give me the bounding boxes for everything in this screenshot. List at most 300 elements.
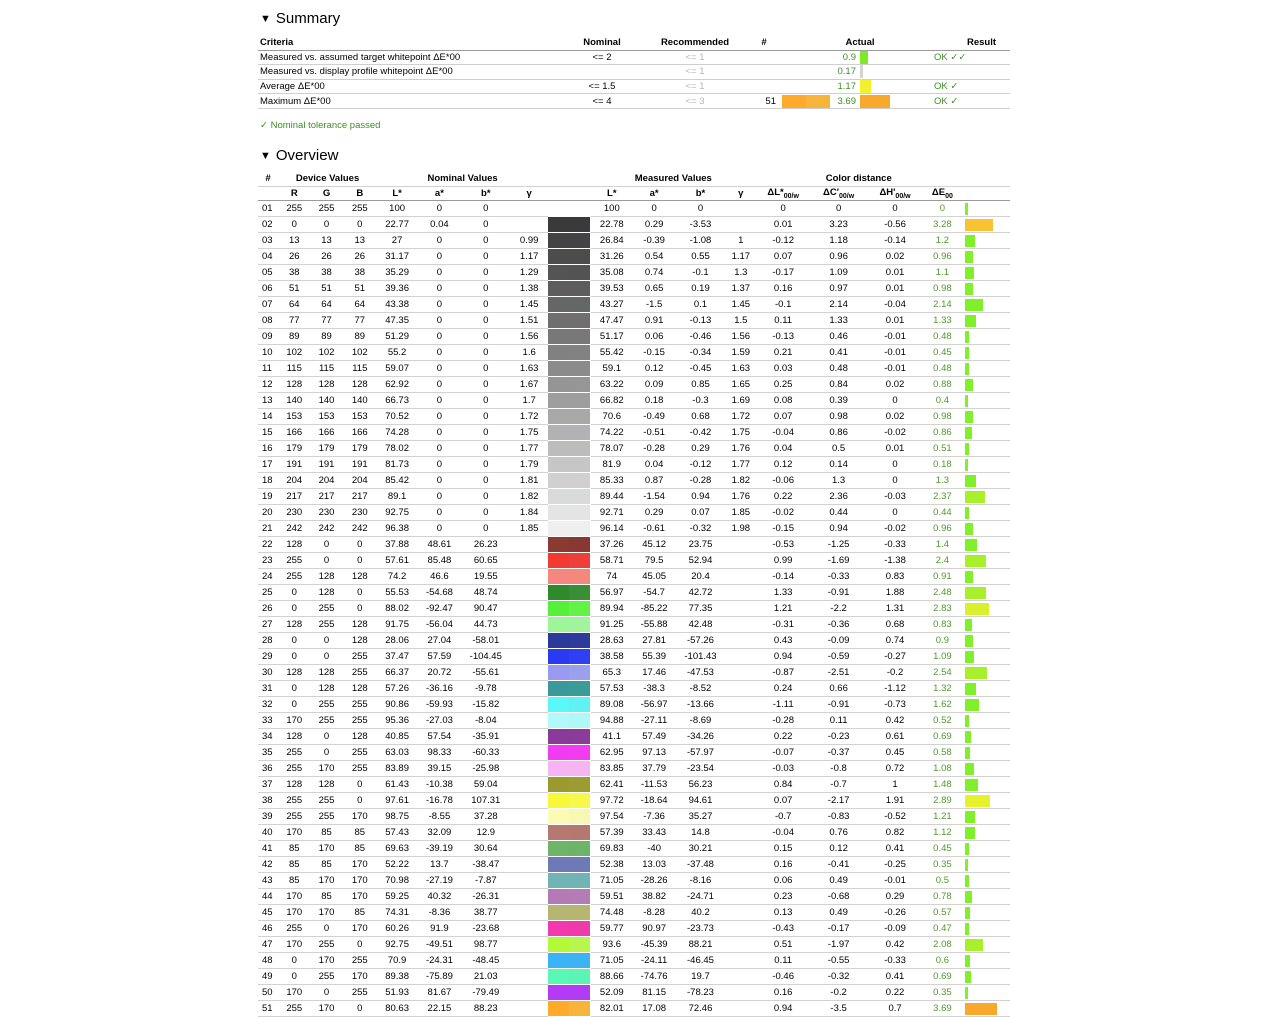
delta-e-bar-cell [962, 905, 1010, 921]
cell-b: 170 [343, 809, 377, 825]
cell-nb: 0 [462, 521, 510, 537]
nominal-color [548, 473, 569, 488]
nominal-color [548, 393, 569, 408]
cell-n: 09 [258, 329, 278, 345]
cell-nl: 89.1 [377, 489, 417, 505]
cell-dc: -2.2 [810, 601, 866, 617]
cell-dh: -0.56 [867, 217, 923, 233]
cell-nb: -26.31 [462, 889, 510, 905]
cell-na: -27.19 [417, 873, 461, 889]
cell-dl: -0.7 [756, 809, 810, 825]
summary-heading[interactable] [260, 10, 340, 27]
table-row [258, 601, 1010, 617]
result-header: Result [890, 36, 1010, 50]
cell-g: 255 [310, 601, 342, 617]
cell-dl: -0.17 [756, 265, 810, 281]
cell-ng [510, 633, 548, 649]
cell-dh: -0.02 [867, 425, 923, 441]
cell-ma: -0.61 [633, 521, 675, 537]
cell-dc: 0.44 [810, 505, 866, 521]
table-row [258, 329, 1010, 345]
cell-ng: 1.45 [510, 297, 548, 313]
color-swatch-cell [548, 953, 590, 969]
cell-r: 128 [278, 665, 310, 681]
delta-e-bar [965, 843, 969, 855]
cell-ml: 51.17 [591, 329, 633, 345]
patch-cell [782, 79, 830, 94]
cell-n: 24 [258, 569, 278, 585]
cell-r: 0 [278, 681, 310, 697]
cell-nl: 55.2 [377, 345, 417, 361]
cell-r: 85 [278, 857, 310, 873]
cell-ma: 45.05 [633, 569, 675, 585]
nominal-color [548, 281, 569, 296]
cell-ng [510, 601, 548, 617]
cell-dl: 0.94 [756, 649, 810, 665]
col-delta-l: $\Delta L*_{00/w}$ [756, 186, 810, 201]
count-cell [746, 50, 782, 65]
collapse-triangle-icon[interactable]: ▼ [260, 149, 271, 162]
cell-ng [510, 537, 548, 553]
cell-g: 0 [310, 985, 342, 1001]
table-row [258, 937, 1010, 953]
cell-b: 128 [343, 617, 377, 633]
delta-e-bar [965, 667, 987, 679]
cell-g: 85 [310, 889, 342, 905]
cell-dl: -0.04 [756, 425, 810, 441]
color-swatch-cell [548, 745, 590, 761]
measured-color [569, 601, 590, 616]
cell-mg [726, 985, 756, 1001]
cell-na: 57.59 [417, 649, 461, 665]
table-row [258, 921, 1010, 937]
cell-dc: -0.41 [810, 857, 866, 873]
cell-b: 0 [343, 601, 377, 617]
table-row [258, 297, 1010, 313]
cell-dh: 0.41 [867, 969, 923, 985]
color-swatch [548, 729, 590, 744]
delta-e-bar [965, 875, 969, 887]
cell-dl: 0.21 [756, 345, 810, 361]
cell-dl: 0.51 [756, 937, 810, 953]
cell-b: 170 [343, 969, 377, 985]
table-row [258, 953, 1010, 969]
cell-na: 0 [417, 505, 461, 521]
table-row [258, 473, 1010, 489]
delta-e-bar-cell [962, 1001, 1010, 1017]
cell-nl: 80.63 [377, 1001, 417, 1017]
cell-mg: 1.65 [726, 377, 756, 393]
delta-e-bar [965, 315, 976, 327]
cell-ml: 43.27 [591, 297, 633, 313]
cell-mb: -78.23 [675, 985, 725, 1001]
cell-g: 255 [310, 937, 342, 953]
cell-r: 0 [278, 633, 310, 649]
cell-mb: 0 [675, 201, 725, 217]
cell-dl: -0.02 [756, 505, 810, 521]
table-row [258, 969, 1010, 985]
col-nominal-gamma: γ [510, 186, 548, 201]
table-row [258, 713, 1010, 729]
cell-dc: 0.86 [810, 425, 866, 441]
cell-g: 128 [310, 377, 342, 393]
delta-e-bar-cell [962, 761, 1010, 777]
color-swatch-cell [548, 393, 590, 409]
cell-na: 0 [417, 329, 461, 345]
cell-g: 153 [310, 409, 342, 425]
cell-n: 11 [258, 361, 278, 377]
nominal-color [548, 761, 569, 776]
cell-ma: -38.3 [633, 681, 675, 697]
color-swatch [548, 857, 590, 872]
cell-r: 128 [278, 537, 310, 553]
color-swatch [548, 953, 590, 968]
cell-nl: 22.77 [377, 217, 417, 233]
measured-color [569, 681, 590, 696]
cell-dc: 0.48 [810, 361, 866, 377]
cell-dc: 0.11 [810, 713, 866, 729]
cell-ng: 1.84 [510, 505, 548, 521]
nominal-color [548, 953, 569, 968]
cell-nb: -48.45 [462, 953, 510, 969]
table-row [258, 889, 1010, 905]
cell-ng [510, 825, 548, 841]
cell-na: 0 [417, 249, 461, 265]
cell-ma: -11.53 [633, 777, 675, 793]
cell-dc: -2.17 [810, 793, 866, 809]
cell-mg [726, 681, 756, 697]
cell-ml: 41.1 [591, 729, 633, 745]
cell-g: 170 [310, 841, 342, 857]
summary-title: Summary [275, 10, 341, 27]
color-swatch [548, 425, 590, 440]
cell-dl: -0.14 [756, 569, 810, 585]
color-swatch-cell [548, 425, 590, 441]
delta-e-bar-cell [962, 505, 1010, 521]
delta-e-bar-cell [962, 969, 1010, 985]
nominal-color [548, 921, 569, 936]
cell-dl: 0.07 [756, 409, 810, 425]
cell-r: 166 [278, 425, 310, 441]
cell-ng [510, 793, 548, 809]
color-swatch-cell [548, 249, 590, 265]
cell-mg [726, 777, 756, 793]
color-swatch-cell [548, 713, 590, 729]
cell-nl: 74.31 [377, 905, 417, 921]
cell-dh: -1.12 [867, 681, 923, 697]
color-swatch-cell [548, 329, 590, 345]
cell-n: 10 [258, 345, 278, 361]
cell-mg: 1.98 [726, 521, 756, 537]
cell-dh: 0 [867, 201, 923, 217]
result-cell: OK ✓✓ [930, 50, 1010, 65]
measured-color [569, 585, 590, 600]
cell-dc: -0.33 [810, 569, 866, 585]
delta-e-bar [965, 539, 977, 551]
nominal-cell: <= 1.5 [560, 79, 644, 94]
cell-mb: -0.34 [675, 345, 725, 361]
cell-nb: -7.87 [462, 873, 510, 889]
cell-mb: -8.16 [675, 873, 725, 889]
delta-e-bar-cell [962, 281, 1010, 297]
color-swatch [548, 633, 590, 648]
cell-ma: 17.46 [633, 665, 675, 681]
nominal-header: Nominal [560, 36, 644, 50]
cell-nb: 0 [462, 201, 510, 217]
cell-ng [510, 777, 548, 793]
cell-r: 179 [278, 441, 310, 457]
cell-mg: 1.76 [726, 441, 756, 457]
table-row [258, 393, 1010, 409]
nominal-color [548, 697, 569, 712]
cell-n: 28 [258, 633, 278, 649]
cell-na: 81.67 [417, 985, 461, 1001]
cell-na: -8.55 [417, 809, 461, 825]
color-swatch-cell [548, 617, 590, 633]
table-row [258, 201, 1010, 217]
cell-ma: 0.18 [633, 393, 675, 409]
cell-ml: 55.42 [591, 345, 633, 361]
delta-e-bar [965, 523, 973, 535]
cell-dl: -0.53 [756, 537, 810, 553]
cell-de: 0.48 [923, 329, 961, 345]
cell-nb: 59.04 [462, 777, 510, 793]
cell-mg [726, 921, 756, 937]
color-swatch [548, 825, 590, 840]
color-swatch-cell [548, 857, 590, 873]
cell-mg [726, 809, 756, 825]
cell-g: 242 [310, 521, 342, 537]
cell-nb: 26.23 [462, 537, 510, 553]
nominal-color [548, 649, 569, 664]
cell-nb: -35.91 [462, 729, 510, 745]
cell-r: 0 [278, 585, 310, 601]
measured-color [569, 377, 590, 392]
cell-ng: 1.29 [510, 265, 548, 281]
cell-nb: 12.9 [462, 825, 510, 841]
cell-de: 0.69 [923, 969, 961, 985]
cell-de: 0.35 [923, 985, 961, 1001]
cell-g: 77 [310, 313, 342, 329]
cell-nl: 28.06 [377, 633, 417, 649]
cell-ml: 70.6 [591, 409, 633, 425]
cell-dl: -0.46 [756, 969, 810, 985]
measured-color [569, 905, 590, 920]
delta-e-bar [965, 683, 976, 695]
delta-e-bar [965, 763, 974, 775]
color-swatch-cell [548, 505, 590, 521]
cell-ml: 92.71 [591, 505, 633, 521]
cell-dh: 0.01 [867, 281, 923, 297]
cell-de: 1.3 [923, 473, 961, 489]
cell-na: 0 [417, 489, 461, 505]
cell-nl: 66.37 [377, 665, 417, 681]
cell-mg [726, 729, 756, 745]
color-swatch-cell [548, 985, 590, 1001]
cell-dc: -0.23 [810, 729, 866, 745]
delta-e-bar [965, 507, 969, 519]
cell-b: 85 [343, 841, 377, 857]
cell-r: 13 [278, 233, 310, 249]
cell-dh: 0.02 [867, 409, 923, 425]
delta-e-bar-cell [962, 745, 1010, 761]
cell-dh: -0.04 [867, 297, 923, 313]
table-row [258, 585, 1010, 601]
color-swatch-cell [548, 729, 590, 745]
measured-color [569, 393, 590, 408]
cell-ml: 56.97 [591, 585, 633, 601]
cell-na: 27.04 [417, 633, 461, 649]
table-row [258, 825, 1010, 841]
cell-b: 0 [343, 1001, 377, 1017]
cell-ng: 1.72 [510, 409, 548, 425]
cell-n: 04 [258, 249, 278, 265]
cell-mb: 0.1 [675, 297, 725, 313]
cell-mb: 42.72 [675, 585, 725, 601]
cell-nb: 0 [462, 329, 510, 345]
cell-ng [510, 761, 548, 777]
measured-color [569, 569, 590, 584]
cell-nb: 0 [462, 281, 510, 297]
color-swatch [548, 265, 590, 280]
cell-n: 39 [258, 809, 278, 825]
table-row [258, 249, 1010, 265]
cell-dl: 0.84 [756, 777, 810, 793]
cell-ng: 1.7 [510, 393, 548, 409]
cell-mb: 72.46 [675, 1001, 725, 1017]
cell-nb: 0 [462, 441, 510, 457]
cell-de: 0.9 [923, 633, 961, 649]
cell-na: -54.68 [417, 585, 461, 601]
color-swatch-cell [548, 377, 590, 393]
color-swatch-cell [548, 201, 590, 217]
measured-color [569, 1001, 590, 1016]
cell-r: 255 [278, 793, 310, 809]
cell-ml: 57.39 [591, 825, 633, 841]
cell-dl: 0.01 [756, 217, 810, 233]
cell-g: 26 [310, 249, 342, 265]
color-swatch-cell [548, 409, 590, 425]
cell-na: 0 [417, 313, 461, 329]
col-g: G [310, 186, 342, 201]
actual-bar-cell [860, 94, 890, 109]
table-row [258, 1001, 1010, 1017]
nominal-color [548, 825, 569, 840]
color-swatch-cell [548, 889, 590, 905]
cell-mb: 35.27 [675, 809, 725, 825]
measured-color [569, 489, 590, 504]
actual-bar [860, 65, 863, 78]
delta-e-bar-cell [962, 793, 1010, 809]
cell-na: 0.04 [417, 217, 461, 233]
col-nominal-b: b* [462, 186, 510, 201]
cell-g: 89 [310, 329, 342, 345]
cell-de: 2.54 [923, 665, 961, 681]
delta-e-bar [965, 443, 969, 455]
cell-de: 0.5 [923, 873, 961, 889]
cell-dl: -0.31 [756, 617, 810, 633]
cell-na: 48.61 [417, 537, 461, 553]
cell-dc: 0.66 [810, 681, 866, 697]
color-swatch-cell [548, 537, 590, 553]
cell-nl: 63.03 [377, 745, 417, 761]
cell-ng [510, 649, 548, 665]
table-row [258, 761, 1010, 777]
collapse-triangle-icon[interactable]: ▼ [260, 12, 271, 25]
cell-g: 85 [310, 825, 342, 841]
cell-mb: 14.8 [675, 825, 725, 841]
cell-r: 77 [278, 313, 310, 329]
cell-dh: -0.14 [867, 233, 923, 249]
delta-e-bar-cell [962, 953, 1010, 969]
cell-mb: -101.43 [675, 649, 725, 665]
cell-de: 2.14 [923, 297, 961, 313]
delta-e-bar [965, 411, 973, 423]
cell-ng [510, 697, 548, 713]
cell-ng [510, 745, 548, 761]
cell-mg: 1.45 [726, 297, 756, 313]
cell-nb: 37.28 [462, 809, 510, 825]
cell-nl: 96.38 [377, 521, 417, 537]
cell-ml: 74.48 [591, 905, 633, 921]
cell-ml: 58.71 [591, 553, 633, 569]
color-swatch-cell [548, 265, 590, 281]
cell-b: 170 [343, 857, 377, 873]
overview-heading[interactable] [260, 147, 338, 164]
cell-na: -39.19 [417, 841, 461, 857]
cell-ml: 52.09 [591, 985, 633, 1001]
cell-ml: 66.82 [591, 393, 633, 409]
color-swatch [548, 937, 590, 952]
delta-e-bar [965, 731, 971, 743]
nominal-values-header: Nominal Values [377, 172, 548, 186]
cell-mb: -23.54 [675, 761, 725, 777]
color-swatch [548, 489, 590, 504]
cell-na: 57.54 [417, 729, 461, 745]
cell-dh: 0.02 [867, 249, 923, 265]
cell-ml: 35.08 [591, 265, 633, 281]
nominal-color [548, 633, 569, 648]
nominal-color [548, 201, 569, 216]
cell-n: 44 [258, 889, 278, 905]
cell-dh: 0.68 [867, 617, 923, 633]
cell-n: 03 [258, 233, 278, 249]
cell-dh: -0.02 [867, 521, 923, 537]
cell-na: -75.89 [417, 969, 461, 985]
cell-nb: 0 [462, 345, 510, 361]
table-row [258, 793, 1010, 809]
cell-de: 0.6 [923, 953, 961, 969]
delta-e-bar-cell [962, 681, 1010, 697]
table-row [258, 313, 1010, 329]
result-cell [930, 65, 1010, 80]
table-row [258, 281, 1010, 297]
color-swatch-cell [548, 665, 590, 681]
table-row [258, 729, 1010, 745]
cell-na: 0 [417, 377, 461, 393]
cell-ml: 100 [591, 201, 633, 217]
cell-na: 0 [417, 441, 461, 457]
cell-nb: -9.78 [462, 681, 510, 697]
cell-na: -8.36 [417, 905, 461, 921]
cell-nb: 107.31 [462, 793, 510, 809]
cell-mg [726, 857, 756, 873]
recommended-header: Recommended [644, 36, 746, 50]
color-swatch-cell [548, 473, 590, 489]
cell-ng: 1.67 [510, 377, 548, 393]
cell-dl: 0.94 [756, 1001, 810, 1017]
cell-ml: 93.6 [591, 937, 633, 953]
